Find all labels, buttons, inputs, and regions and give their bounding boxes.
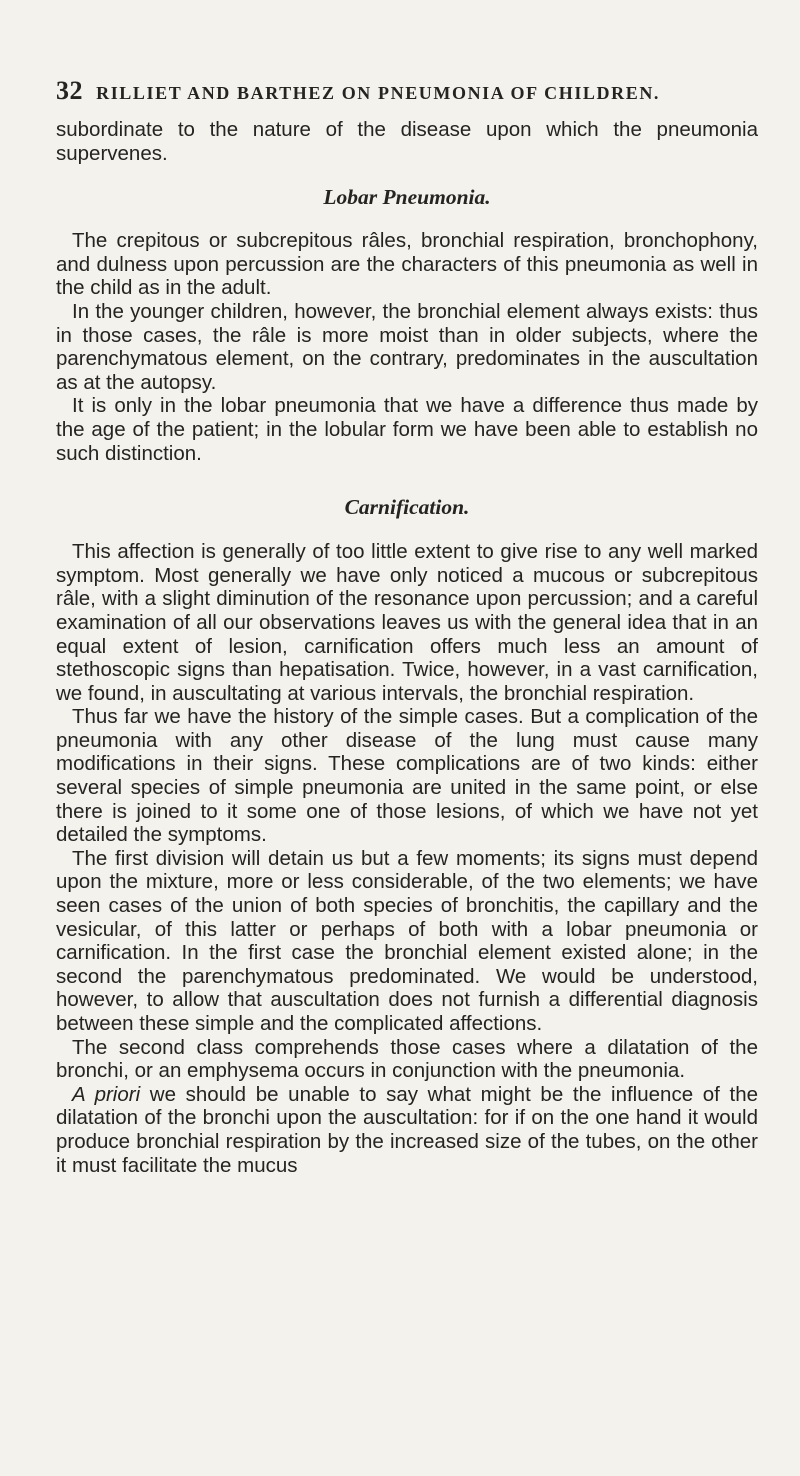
paragraph: The second class comprehends those cases where a dilatation of the bronchi, or an emphysema occurs in conjunction with the pneumonia. (56, 1035, 758, 1083)
running-title: RILLIET AND BARTHEZ ON PNEUMONIA OF CHILDREN. (96, 83, 661, 103)
paragraph: The crepitous or subcrepitous râles, bronchial respiration, bronchophony, and dulness upon percussion are the characters of this pneumonia as well in the child as in the adult. (56, 229, 758, 300)
page-number: 32 (56, 76, 83, 105)
paragraph: The first division will detain us but a few moments; its signs must depend upon the mixture, more or less considerable, of the two elements; we have seen cases of the union of both species of bronchitis, the capillary and the vesicular, of this latter or perhaps of both with a lobar pneumonia or carnification. In the first case the bronchial element existed alone; in the second the parenchymatous predominated. We would be understood, however, to allow that auscultation does not furnish a differential diagnosis between these simple and the complicated affections. (56, 846, 758, 1035)
running-head (56, 76, 756, 116)
paragraph: In the younger children, however, the bronchial element always exists: thus in those cases, the râle is more moist than in older subjects, where the parenchymatous element, on the contrary, predominates in the auscultation as at the autopsy. (56, 299, 758, 394)
paragraph-continued: subordinate to the nature of the disease upon which the pneumonia supervenes. (56, 118, 758, 165)
paragraph: This affection is generally of too little extent to give rise to any well marked symptom. Most generally we have only noticed a mucous or subcrepitous râle, with a slight diminution of the resonance upon percussion; and a careful examination of all our observations leaves us with the general idea that in an equal extent of lesion, carnification offers much less an amount of stethoscopic signs than hepatisation. Twice, however, in a vast carnification, we found, in auscultating at various intervals, the bronchial respiration. (56, 540, 758, 705)
body-text (56, 118, 758, 1177)
section-heading-carnification: Carnification. (344, 495, 470, 520)
paragraph-text: we should be unable to say what might be the influence of the dilatation of the bronchi upon the auscultation: for if on the one hand it would produce bronchial respiration by the increased size of the tubes, on the other it must facilitate the mucus (56, 1082, 758, 1177)
paragraph-a-priori (56, 1083, 758, 1177)
paragraph: Thus far we have the history of the simple cases. But a complication of the pneumonia with any other disease of the lung must cause many modifications in their signs. These complications are of two kinds: either several species of simple pneumonia are united in the same point, or else there is joined to it some one of those lesions, of which we have not yet detailed the symptoms. (56, 705, 758, 847)
paragraph: It is only in the lobar pneumonia that we have a difference thus made by the age of the patient; in the lobular form we have been able to establish no such distinction. (56, 394, 758, 465)
italic-phrase: A priori (72, 1082, 141, 1106)
section-heading-lobar-pneumonia: Lobar Pneumonia. (323, 185, 491, 210)
